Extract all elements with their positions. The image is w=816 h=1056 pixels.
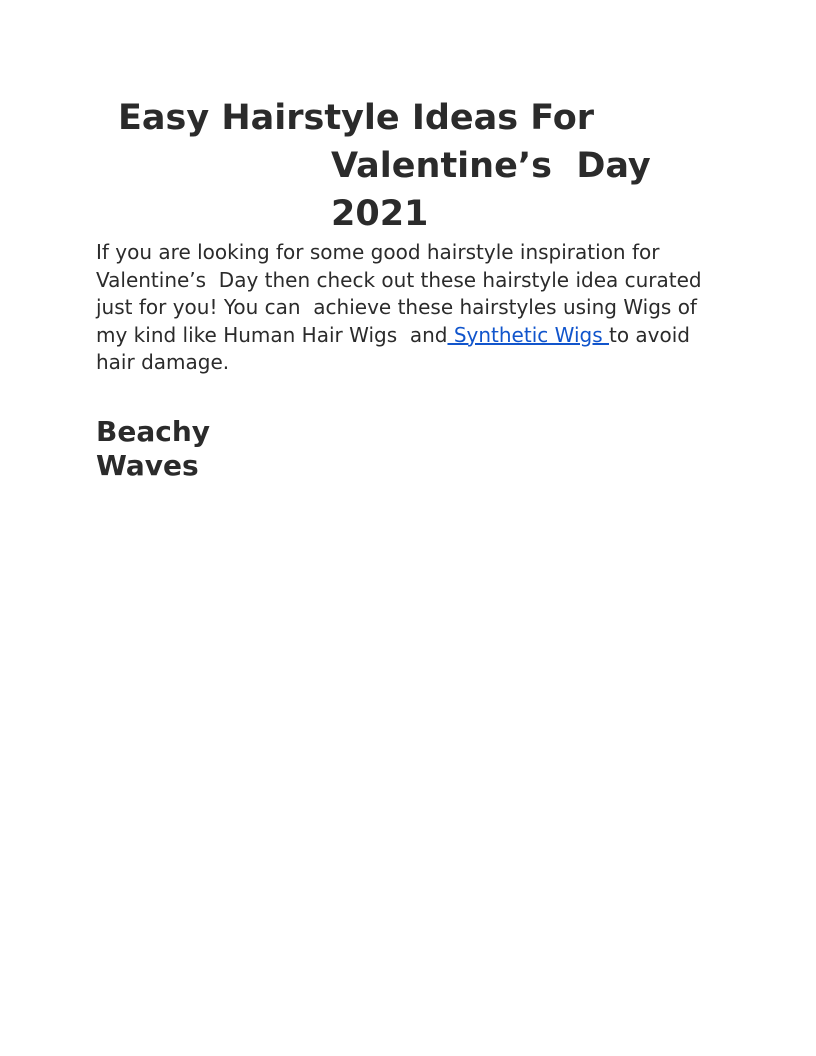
- intro-line-4-text: my kind like Human Hair Wigs and: [96, 322, 448, 347]
- intro-line-3: just for you! You can achieve these hairstyles using Wigs of: [96, 295, 697, 319]
- section-heading-beachy-waves: [96, 415, 210, 483]
- section-heading-line-2: Waves: [96, 449, 199, 482]
- intro-line-4: [96, 322, 726, 350]
- section-heading-line-1: Beachy: [96, 415, 211, 448]
- page-title-line-1: Easy Hairstyle Ideas For: [118, 98, 595, 138]
- synthetic-wigs-link[interactable]: Synthetic Wigs: [447, 322, 609, 347]
- intro-line-5: hair damage.: [96, 350, 230, 374]
- intro-line-4-tail: to avoid: [608, 322, 690, 347]
- intro-paragraph: [96, 239, 726, 377]
- intro-line-2: Valentine’s Day then check out these hairstyle idea curated: [96, 267, 702, 292]
- intro-line-1: If you are looking for some good hairstyle inspiration for: [96, 240, 660, 264]
- page-title-line-2: Valentine’s Day: [331, 146, 651, 186]
- page-title-line-3: 2021: [331, 194, 429, 234]
